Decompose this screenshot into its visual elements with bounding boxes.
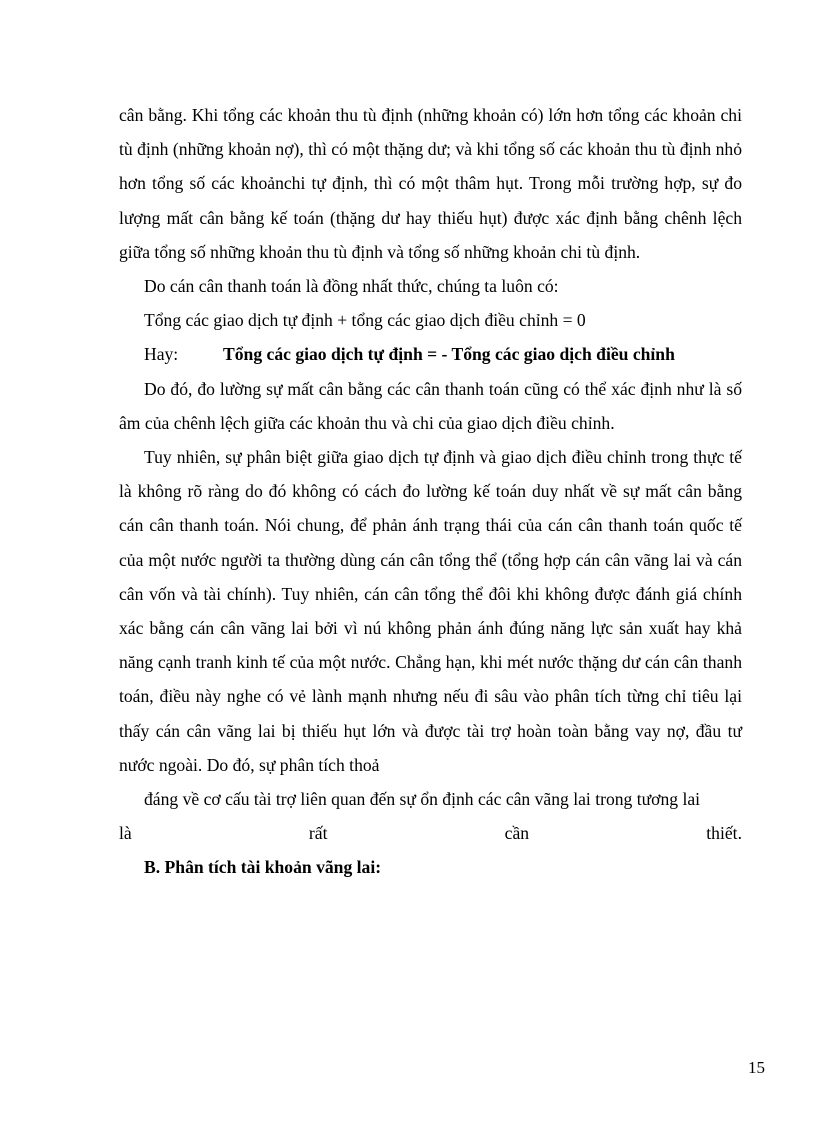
equation-sum-zero: Tổng các giao dịch tự định + tổng các giao dịch điều chỉnh = 0 bbox=[144, 310, 586, 331]
paragraph-financing: đáng về cơ cấu tài trợ liên quan đến sự ổn định các cân vãng lai trong tương lai bbox=[144, 789, 701, 810]
paragraph-measurement: Do đó, đo lường sự mất cân bằng các cân thanh toán cũng có thể xác định như là số âm của chênh lệch giữa các khoản thu và chi của giao dịch điều chỉnh. bbox=[119, 378, 742, 433]
equation-bold-text: Tổng các giao dịch tự định = - Tổng các giao dịch điều chỉnh bbox=[223, 344, 675, 365]
section-heading: B. Phân tích tài khoản vãng lai: bbox=[144, 857, 382, 878]
page-number: 15 bbox=[748, 1058, 765, 1077]
body-text bbox=[119, 98, 742, 885]
paragraph-financing-last-line bbox=[119, 816, 742, 850]
paragraph-identity-intro: Do cán cân thanh toán là đồng nhất thức, chúng ta luôn có: bbox=[144, 276, 559, 297]
paragraph-analysis: Tuy nhiên, sự phân biệt giữa giao dịch tự định và giao dịch điều chỉnh trong thực tế là không rõ ràng do đó không có cách đo lường kế toán duy nhất về sự mất cân bằng cán cân thanh toán. Nói chung, để phản ánh trạng thái của cán cân thanh toán quốc tế của một nước người ta thường dùng cán cân tổng thể (tổng hợp cán cân vãng lai và cán cân vốn và tài chính). Tuy nhiên, cán cân tổng thể đôi khi không được đánh giá chính xác bằng cán cân vãng lai bởi vì nú không phản ánh đúng năng lực sản xuất hay khả năng cạnh tranh kinh tế của một nước. Chẳng hạn, khi mét nước thặng dư cán cân thanh toán, điều này nghe có vẻ lành mạnh nhưng nếu đi sâu vào phân tích từng chỉ tiêu lại thấy cán cân vãng lai bị thiếu hụt lớn và được tài trợ hoàn toàn bằng vay nợ, đầu tư nước ngoài. Do đó, sự phân tích thoả bbox=[119, 447, 742, 775]
equation-autonomous-vs-adjusting bbox=[119, 337, 742, 371]
equation-label: Hay: bbox=[144, 344, 179, 365]
word: cần bbox=[504, 823, 530, 844]
word: là bbox=[119, 823, 132, 844]
word: rất bbox=[308, 823, 328, 844]
word: thiết. bbox=[706, 823, 742, 844]
paragraph-continuation: cân bằng. Khi tổng các khoản thu tù định (những khoản có) lớn hơn tổng các khoản chi tù định (những khoản nợ), thì có một thặng dư; và khi tổng số các khoản thu tù định nhỏ hơn tổng số các khoảnchi tự định, thì có một thâm hụt. Trong mỗi trường hợp, sự đo lượng mất cân bằng kế toán (thặng dư hay thiếu hụt) được xác định bằng chênh lệch giữa tổng số những khoản thu tù định và tổng số những khoản chi tù định. bbox=[119, 105, 742, 262]
